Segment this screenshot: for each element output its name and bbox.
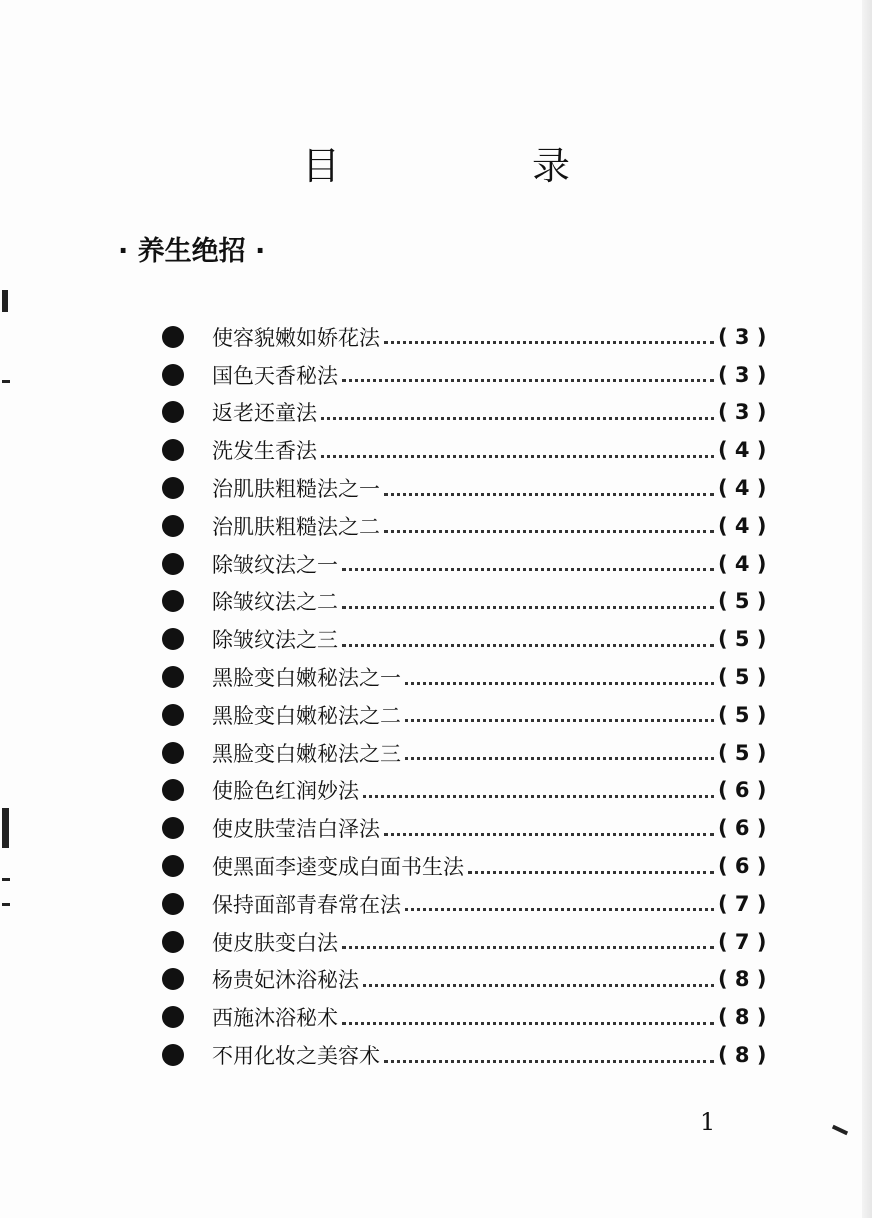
section-title: · 养生绝招 · — [118, 236, 266, 267]
bullet-icon — [162, 931, 184, 953]
bullet-icon — [162, 1006, 184, 1028]
toc-entry[interactable] — [158, 923, 788, 961]
entry-page: ( 8 ) — [718, 1005, 767, 1030]
entry-title: 使脸色红润妙法 — [212, 779, 359, 804]
dot-leader — [405, 719, 714, 722]
scan-mark — [2, 903, 10, 906]
dot-leader — [363, 795, 714, 798]
entry-page: ( 5 ) — [718, 702, 767, 727]
dot-leader — [321, 455, 714, 458]
entry-title: 返老还童法 — [212, 401, 317, 426]
toc-entry[interactable] — [158, 583, 788, 621]
entry-title: 使黑面李逵变成白面书生法 — [212, 855, 464, 880]
scan-mark — [2, 878, 10, 881]
scan-mark — [2, 808, 9, 848]
entry-title: 黑脸变白嫩秘法之一 — [212, 666, 401, 691]
entry-page: ( 6 ) — [718, 854, 767, 879]
bullet-icon — [162, 364, 184, 386]
entry-title: 黑脸变白嫩秘法之二 — [212, 703, 401, 728]
bullet-icon — [162, 1044, 184, 1066]
bullet-icon — [162, 742, 184, 764]
entry-page: ( 3 ) — [718, 324, 767, 349]
bullet-icon — [162, 968, 184, 990]
entry-title: 治肌肤粗糙法之二 — [212, 514, 380, 539]
toc-entry[interactable] — [158, 696, 788, 734]
entry-title: 洗发生香法 — [212, 439, 317, 464]
entry-title: 使皮肤莹洁白泽法 — [212, 817, 380, 842]
entry-title: 西施沐浴秘术 — [212, 1006, 338, 1031]
entry-page: ( 7 ) — [718, 891, 767, 916]
entry-title: 除皱纹法之二 — [212, 590, 338, 615]
entry-title: 除皱纹法之一 — [212, 552, 338, 577]
toc-entry[interactable] — [158, 620, 788, 658]
dot-leader — [468, 871, 714, 874]
dot-leader — [405, 757, 714, 760]
entry-page: ( 3 ) — [718, 400, 767, 425]
entry-page: ( 4 ) — [718, 438, 767, 463]
dot-leader — [384, 493, 714, 496]
bullet-icon — [162, 439, 184, 461]
toc-entry[interactable] — [158, 734, 788, 772]
toc-entry[interactable] — [158, 885, 788, 923]
bullet-icon — [162, 666, 184, 688]
bullet-icon — [162, 401, 184, 423]
entry-title: 不用化妆之美容术 — [212, 1044, 380, 1069]
toc-entry[interactable] — [158, 1036, 788, 1074]
dot-leader — [384, 530, 714, 533]
toc-entry[interactable] — [158, 772, 788, 810]
bullet-icon — [162, 779, 184, 801]
toc-entry[interactable] — [158, 545, 788, 583]
toc-entry[interactable] — [158, 356, 788, 394]
entry-title: 保持面部青春常在法 — [212, 892, 401, 917]
bullet-icon — [162, 477, 184, 499]
page-title: 目 录 — [301, 144, 661, 188]
toc-entry[interactable] — [158, 847, 788, 885]
entry-title: 使容貌嫩如娇花法 — [212, 325, 380, 350]
entry-page: ( 3 ) — [718, 362, 767, 387]
entry-page: ( 6 ) — [718, 816, 767, 841]
entry-title: 黑脸变白嫩秘法之三 — [212, 741, 401, 766]
toc-entry[interactable] — [158, 394, 788, 432]
bullet-icon — [162, 855, 184, 877]
bullet-icon — [162, 515, 184, 537]
bullet-icon — [162, 704, 184, 726]
bullet-icon — [162, 893, 184, 915]
bullet-icon — [162, 326, 184, 348]
bullet-icon — [162, 553, 184, 575]
dot-leader — [384, 341, 714, 344]
dot-leader — [342, 1022, 714, 1025]
bullet-icon — [162, 628, 184, 650]
entry-page: ( 8 ) — [718, 1043, 767, 1068]
scan-mark — [2, 380, 10, 383]
entry-page: ( 5 ) — [718, 740, 767, 765]
toc-entry[interactable] — [158, 809, 788, 847]
toc-entry[interactable] — [158, 961, 788, 999]
entry-page: ( 8 ) — [718, 967, 767, 992]
toc-entry[interactable] — [158, 318, 788, 356]
entry-page: ( 5 ) — [718, 665, 767, 690]
toc-entry[interactable] — [158, 507, 788, 545]
dot-leader — [405, 682, 714, 685]
dot-leader — [342, 568, 714, 571]
entry-title: 治肌肤粗糙法之一 — [212, 477, 380, 502]
entry-page: ( 4 ) — [718, 513, 767, 538]
entry-page: ( 5 ) — [718, 627, 767, 652]
toc-entry[interactable] — [158, 658, 788, 696]
entry-page: ( 6 ) — [718, 778, 767, 803]
page-number: 1 — [700, 1108, 716, 1136]
scan-mark — [2, 290, 8, 312]
dot-leader — [363, 984, 714, 987]
entry-page: ( 4 ) — [718, 551, 767, 576]
entry-title: 国色天香秘法 — [212, 363, 338, 388]
dot-leader — [405, 908, 714, 911]
dot-leader — [321, 417, 714, 420]
toc-entry[interactable] — [158, 431, 788, 469]
dot-leader — [342, 644, 714, 647]
bullet-icon — [162, 817, 184, 839]
entry-title: 使皮肤变白法 — [212, 930, 338, 955]
scan-mark — [832, 1125, 848, 1135]
entry-page: ( 7 ) — [718, 929, 767, 954]
entry-page: ( 5 ) — [718, 589, 767, 614]
dot-leader — [342, 946, 714, 949]
dot-leader — [342, 606, 714, 609]
dot-leader — [384, 1060, 714, 1063]
dot-leader — [342, 379, 714, 382]
toc-entry[interactable] — [158, 469, 788, 507]
table-of-contents — [158, 318, 788, 1074]
entry-title: 杨贵妃沐浴秘法 — [212, 968, 359, 993]
toc-entry[interactable] — [158, 998, 788, 1036]
bullet-icon — [162, 590, 184, 612]
dot-leader — [384, 833, 714, 836]
entry-title: 除皱纹法之三 — [212, 628, 338, 653]
entry-page: ( 4 ) — [718, 476, 767, 501]
